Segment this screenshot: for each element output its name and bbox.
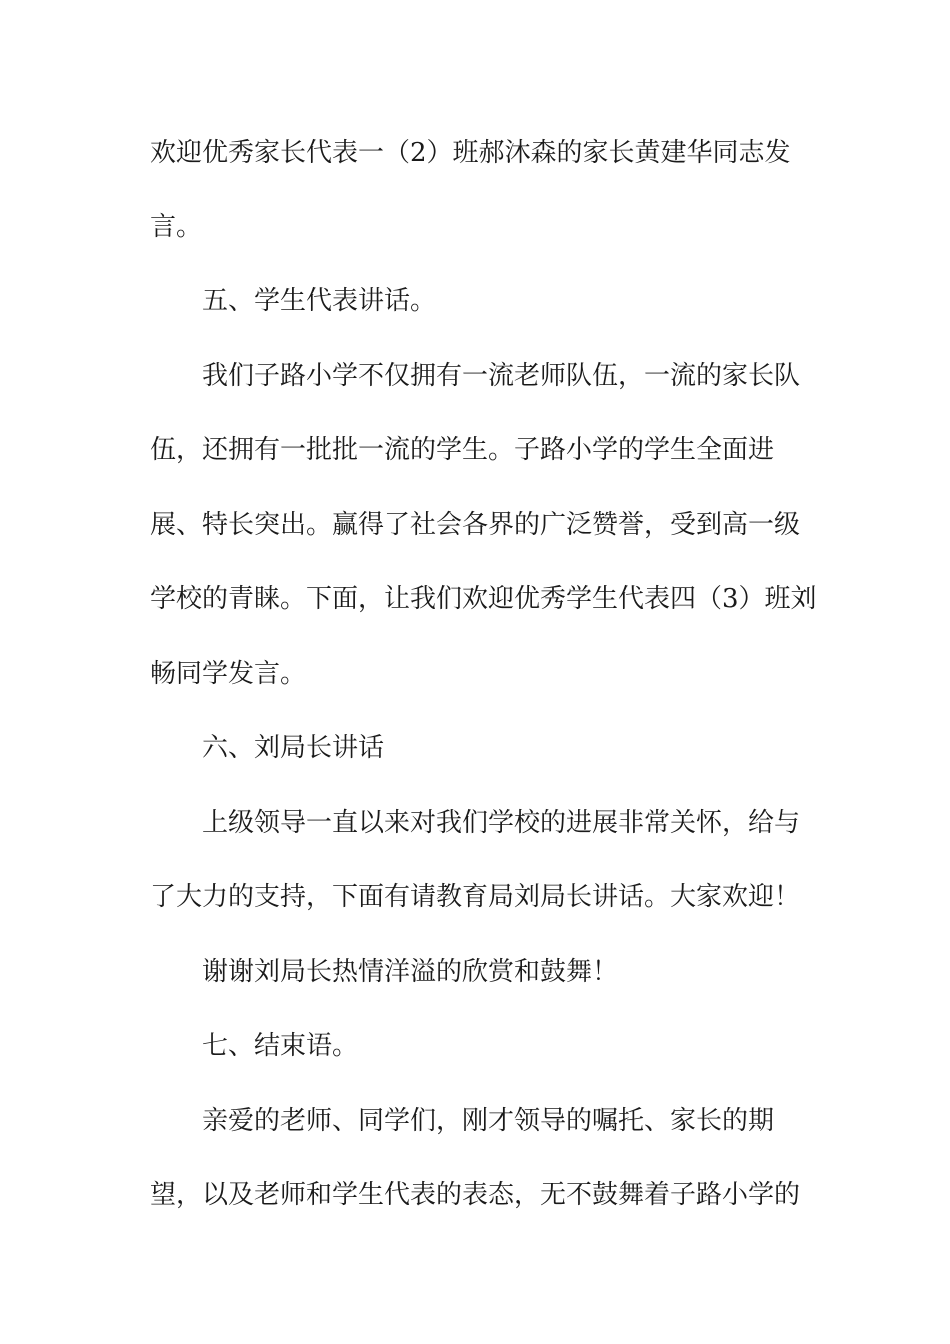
paragraph-line: 畅同学发言。: [150, 659, 307, 689]
section-heading: 七、结束语。: [202, 1031, 359, 1061]
paragraph-line: 我们子路小学不仅拥有一流老师队伍，一流的家长队: [202, 361, 801, 391]
paragraph-line: 谢谢刘局长热情洋溢的欣赏和鼓舞！: [202, 957, 619, 987]
paragraph-line: 言。: [150, 212, 203, 242]
section-heading: 五、学生代表讲话。: [202, 286, 437, 316]
paragraph-line: 了大力的支持，下面有请教育局刘局长讲话。大家欢迎！: [150, 882, 801, 912]
paragraph-line: 亲爱的老师、同学们，刚才领导的嘱托、家长的期: [202, 1106, 775, 1136]
paragraph-line: 学校的青睐。下面，让我们欢迎优秀学生代表四（3）班刘: [150, 584, 817, 614]
section-heading: 六、刘局长讲话: [202, 733, 385, 763]
paragraph-line: 望，以及老师和学生代表的表态，无不鼓舞着子路小学的: [150, 1180, 801, 1210]
paragraph-line: 伍，还拥有一批批一流的学生。子路小学的学生全面进: [150, 435, 775, 465]
paragraph-line: 上级领导一直以来对我们学校的进展非常关怀，给与: [202, 808, 801, 838]
paragraph-line: 展、特长突出。赢得了社会各界的广泛赞誉，受到高一级: [150, 510, 801, 540]
paragraph-line: 欢迎优秀家长代表一（2）班郝沐森的家长黄建华同志发: [150, 138, 791, 168]
